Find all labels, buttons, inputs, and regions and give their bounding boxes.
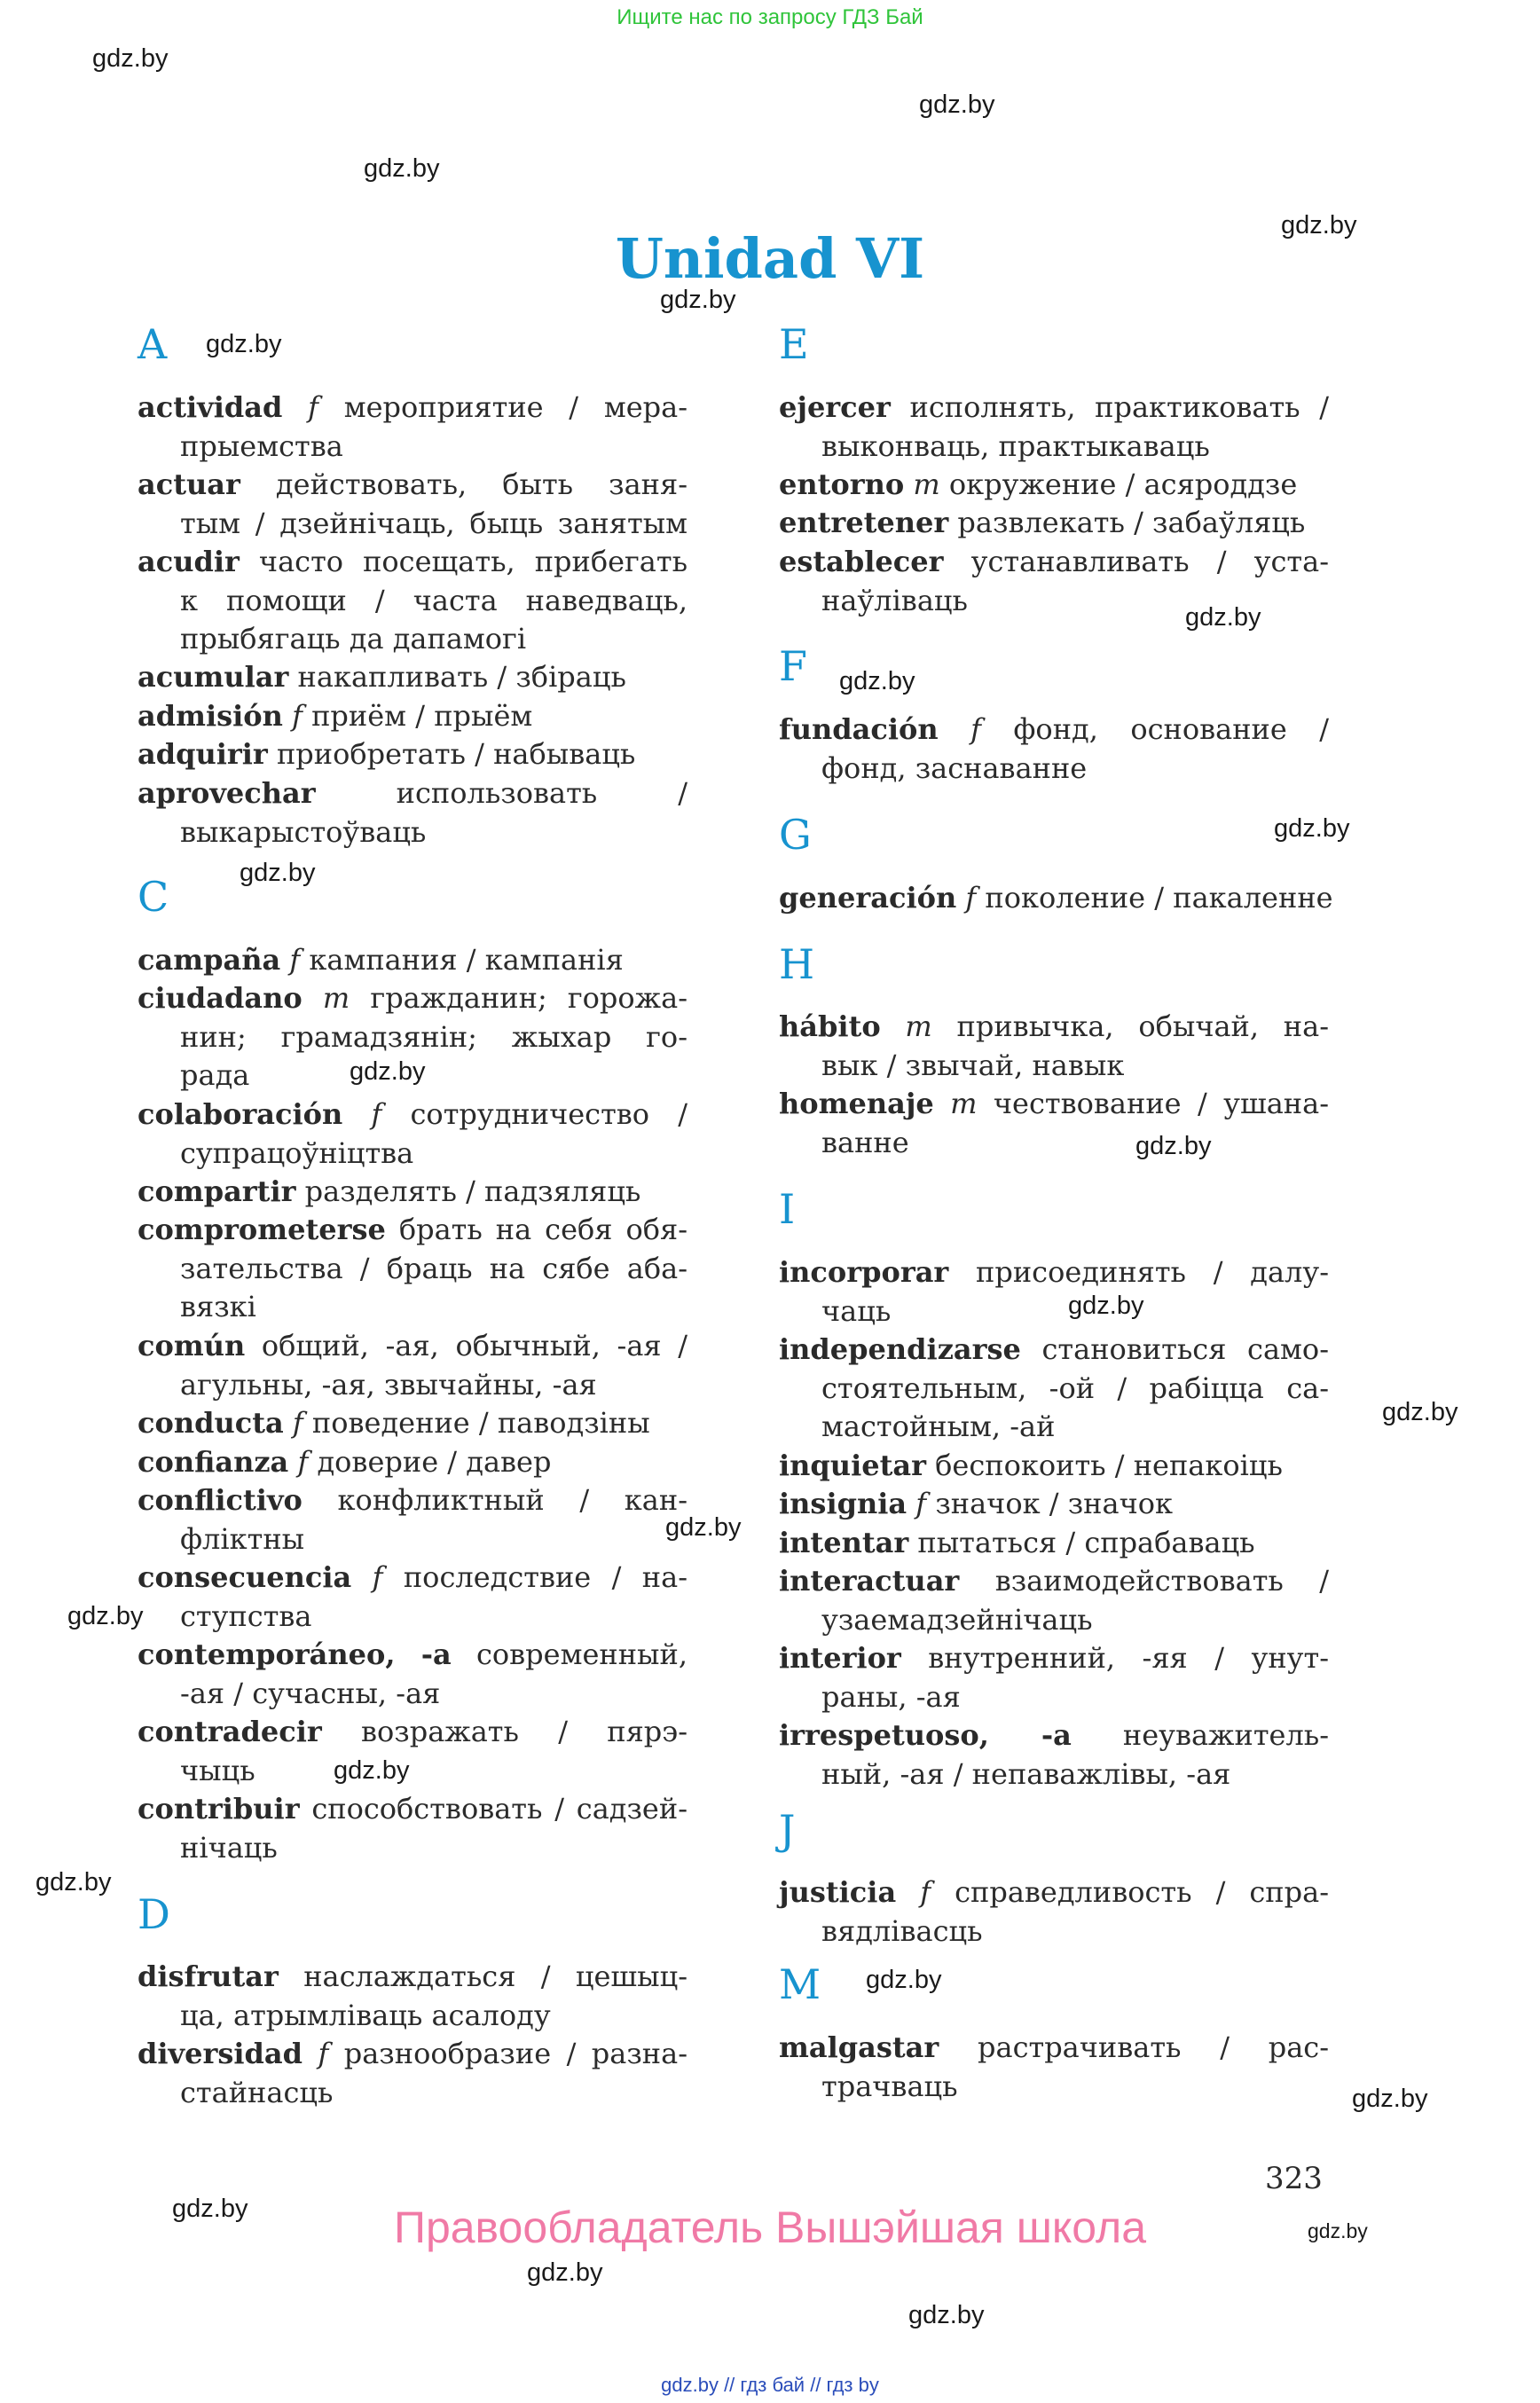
headword: justicia <box>779 1875 897 1909</box>
headword: conducta <box>138 1406 284 1440</box>
headword: incorporar <box>779 1255 949 1289</box>
watermark: gdz.by <box>919 90 995 119</box>
translation: узаемадзейнічаць <box>821 1602 1093 1637</box>
headword: campaña <box>138 943 281 977</box>
watermark: gdz.by <box>1135 1132 1212 1160</box>
headword: insignia <box>779 1487 908 1520</box>
translation: доверие / давер <box>317 1445 552 1479</box>
dictionary-entry <box>138 979 688 1095</box>
headword: actividad <box>138 390 283 424</box>
dictionary-entry <box>779 543 1329 620</box>
translation: сотрудничество / <box>410 1097 688 1131</box>
dictionary-entry <box>138 735 688 774</box>
gender: f <box>371 1097 382 1131</box>
watermark: gdz.by <box>1274 814 1350 843</box>
watermark: gdz.by <box>1068 1292 1144 1320</box>
headword: contemporáneo, -a <box>138 1637 452 1671</box>
translation: присоединять / далу- <box>976 1255 1329 1289</box>
headword: fundación <box>779 712 939 746</box>
translation: беспокоить / непакоіць <box>935 1449 1283 1482</box>
dictionary-entry <box>138 1404 688 1443</box>
dictionary-entry <box>779 466 1329 505</box>
dictionary-entry <box>138 658 688 697</box>
headword: acudir <box>138 545 240 578</box>
dictionary-entry <box>779 1008 1329 1085</box>
translation: привычка, обычай, на- <box>956 1009 1330 1043</box>
translation: приобретать / набываць <box>276 737 636 771</box>
dictionary-entry <box>779 1524 1329 1563</box>
gender: f <box>970 712 981 746</box>
headword: hábito <box>779 1009 881 1043</box>
dictionary-entry <box>138 466 688 543</box>
gender: m <box>905 1009 932 1043</box>
gender: f <box>318 2037 329 2070</box>
translation: наслаждаться / цешыц- <box>303 1959 688 1993</box>
translation: фонд, основание / <box>1013 712 1330 746</box>
page-number: 323 <box>1265 2161 1323 2196</box>
watermark: gdz.by <box>334 1756 410 1785</box>
dictionary-entry <box>779 1485 1329 1524</box>
dictionary-entry <box>138 1790 688 1867</box>
translation: кампания / кампанія <box>309 943 624 977</box>
section-letter-e: E <box>779 320 809 368</box>
translation: разделять / падзяляць <box>304 1174 641 1208</box>
translation: трачваць <box>821 2069 958 2103</box>
gender: f <box>372 1560 383 1594</box>
watermark: gdz.by <box>35 1868 112 1896</box>
section-letter-g: G <box>779 811 812 859</box>
translation: значок / значок <box>935 1487 1173 1520</box>
section-letter-h: H <box>779 940 815 988</box>
translation: вядлівасць <box>821 1913 983 1948</box>
gender: f <box>292 699 302 733</box>
headword: interior <box>779 1641 901 1675</box>
translation: разнообразие / разна- <box>343 2037 688 2070</box>
translation: конфликтный / кан- <box>337 1483 688 1517</box>
top-banner: Ищите нас по запросу ГДЗ Бай <box>617 5 923 29</box>
headword: contradecir <box>138 1715 322 1748</box>
translation: брать на себя обя- <box>398 1213 688 1246</box>
headword: común <box>138 1329 246 1362</box>
gender: f <box>915 1487 927 1520</box>
headword: ciudadano <box>138 981 302 1015</box>
dictionary-entry <box>138 774 688 852</box>
translation: вязкі <box>180 1290 256 1323</box>
dictionary-entry <box>779 1085 1329 1162</box>
translation: вык / звычай, навык <box>821 1048 1125 1082</box>
translation: наўлiваць <box>821 583 968 617</box>
translation: нин; грамадзянін; жыхар го- <box>180 1019 688 1054</box>
watermark: gdz.by <box>527 2258 603 2287</box>
gender: m <box>322 981 350 1015</box>
translation: -ая / сучасны, -ая <box>180 1676 441 1710</box>
translation: мастойным, -ай <box>821 1410 1056 1443</box>
translation: стоятельным, -ой / рабіцца са- <box>821 1370 1329 1405</box>
dictionary-entry <box>779 1873 1329 1951</box>
translation: использовать / <box>396 776 688 810</box>
gender: m <box>950 1087 978 1120</box>
translation: накапливать / збіраць <box>297 660 626 694</box>
translation: прыемства <box>180 428 343 463</box>
watermark: gdz.by <box>206 330 282 358</box>
translation: чествование / ушана- <box>993 1087 1330 1120</box>
headword: colaboración <box>138 1097 343 1131</box>
translation: способствовать / садзей- <box>311 1792 688 1826</box>
translation: выконваць, практыкаваць <box>821 428 1210 463</box>
dictionary-entry <box>779 711 1329 788</box>
gender: f <box>965 881 977 915</box>
dictionary-entry <box>779 1447 1329 1486</box>
gender: f <box>292 1406 303 1440</box>
watermark: gdz.by <box>1352 2085 1428 2113</box>
watermark: gdz.by <box>67 1602 144 1630</box>
translation: неуважитель- <box>1122 1718 1330 1752</box>
translation: нічаць <box>180 1830 278 1865</box>
headword: independizarse <box>779 1332 1021 1366</box>
translation: раны, -ая <box>821 1679 961 1714</box>
page-title: Unidad VI <box>615 226 925 291</box>
headword: establecer <box>779 545 944 578</box>
translation: общий, -ая, обычный, -ая / <box>261 1329 688 1362</box>
headword: acumular <box>138 660 289 694</box>
dictionary-entry <box>779 389 1329 466</box>
headword: admisión <box>138 699 283 733</box>
headword: compartir <box>138 1174 296 1208</box>
translation: взаимодействовать / <box>994 1564 1329 1598</box>
dictionary-entry <box>138 1211 688 1327</box>
headword: ejercer <box>779 390 891 424</box>
headword: interactuar <box>779 1564 960 1598</box>
headword: inquietar <box>779 1449 926 1482</box>
watermark: gdz.by <box>1185 603 1261 632</box>
headword: malgastar <box>779 2030 939 2064</box>
dictionary-entry <box>138 389 688 466</box>
headword: confianza <box>138 1445 289 1479</box>
headword: actuar <box>138 467 240 501</box>
translation: выкарыстоўваць <box>180 814 427 849</box>
gender: f <box>297 1445 309 1479</box>
translation: стайнасць <box>180 2075 334 2109</box>
dictionary-entry <box>779 1639 1329 1716</box>
translation: действовать, быть заня- <box>275 467 688 501</box>
translation: ца, атрымліваць асалоду <box>180 1998 551 2032</box>
section-letter-d: D <box>138 1890 170 1938</box>
dictionary-entry <box>779 879 1333 918</box>
dictionary-entry <box>779 1562 1329 1639</box>
translation: пытаться / спрабаваць <box>917 1526 1255 1559</box>
section-letter-i: I <box>779 1185 796 1233</box>
headword: contribuir <box>138 1792 300 1826</box>
translation: прыбягаць да дапамогі <box>180 622 527 656</box>
watermark: gdz.by <box>839 667 915 695</box>
dictionary-entry <box>138 2035 688 2112</box>
translation: ный, -ая / непаважлівы, -ая <box>821 1756 1231 1791</box>
translation: растрачивать / рас- <box>978 2030 1330 2064</box>
translation: современный, <box>475 1637 688 1671</box>
translation: последствие / на- <box>403 1560 688 1594</box>
headword: aprovechar <box>138 776 316 810</box>
section-letter-a: A <box>138 320 168 368</box>
watermark: gdz.by <box>364 154 440 183</box>
dictionary-entry <box>779 1716 1329 1794</box>
translation: тым / дзейнічаць, быць занятым <box>180 506 688 540</box>
rights-holder-notice: Правообладатель Вышэйшая школа <box>394 2203 1146 2252</box>
dictionary-entry <box>779 504 1329 543</box>
translation: агульны, -ая, звычайны, -ая <box>180 1367 597 1402</box>
headword: homenaje <box>779 1087 934 1120</box>
translation: рада <box>180 1058 250 1092</box>
translation: внутренний, -яя / унут- <box>928 1641 1330 1675</box>
dictionary-entry <box>138 1095 688 1173</box>
translation: фонд, заснаванне <box>821 750 1088 785</box>
translation: фліктны <box>180 1521 305 1556</box>
translation: чаць <box>821 1293 892 1328</box>
translation: к помощи / часта наведваць, <box>180 583 688 617</box>
dictionary-entry <box>138 1327 688 1404</box>
translation: устанавливать / уста- <box>970 545 1329 578</box>
translation: ступства <box>180 1598 312 1633</box>
dictionary-entry <box>138 1958 688 2035</box>
dictionary-entry <box>138 543 688 659</box>
headword: disfrutar <box>138 1959 279 1993</box>
headword: entretener <box>779 506 949 539</box>
watermark: gdz.by <box>665 1513 742 1542</box>
dictionary-entry <box>138 941 688 980</box>
translation: ванне <box>821 1125 909 1159</box>
gender: f <box>920 1875 931 1909</box>
headword: consecuencia <box>138 1560 352 1594</box>
translation: возражать / пярэ- <box>360 1715 688 1748</box>
headword: diversidad <box>138 2037 302 2070</box>
translation: гражданин; горожа- <box>370 981 688 1015</box>
watermark: gdz.by <box>866 1966 942 1994</box>
watermark: gdz.by <box>660 286 736 314</box>
gender: m <box>913 467 940 501</box>
section-letter-m: M <box>779 1960 821 2008</box>
translation: справедливость / спра- <box>955 1875 1329 1909</box>
translation: приём / прыём <box>311 699 533 733</box>
watermark: gdz.by <box>172 2195 248 2223</box>
translation: мероприятие / мера- <box>343 390 688 424</box>
dictionary-entry <box>138 1713 688 1790</box>
headword: entorno <box>779 467 905 501</box>
footer-links[interactable]: gdz.by // гдз бай // гдз by <box>661 2374 879 2396</box>
headword: conflictivo <box>138 1483 302 1517</box>
watermark: gdz.by <box>1382 1398 1458 1426</box>
dictionary-entry <box>779 2029 1329 2106</box>
headword: adquirir <box>138 737 268 771</box>
section-letter-f: F <box>779 642 807 690</box>
translation: поколение / пакаленне <box>985 881 1333 915</box>
translation: развлекать / забаўляць <box>957 506 1306 539</box>
gender: f <box>289 943 301 977</box>
headword: comprometerse <box>138 1213 386 1246</box>
gender: f <box>308 390 318 424</box>
dictionary-entry <box>138 1443 688 1482</box>
translation: окружение / асяроддзе <box>948 467 1298 501</box>
watermark: gdz.by <box>1308 2219 1368 2242</box>
dictionary-entry <box>779 1253 1329 1331</box>
headword: irrespetuoso, -a <box>779 1718 1072 1752</box>
watermark: gdz.by <box>1281 211 1357 240</box>
headword: generación <box>779 881 957 915</box>
dictionary-entry <box>138 1481 688 1559</box>
dictionary-entry <box>779 1331 1329 1447</box>
watermark: gdz.by <box>240 859 316 887</box>
translation: исполнять, практиковать / <box>909 390 1329 424</box>
translation: супрацоўніцтва <box>180 1135 414 1170</box>
translation: поведение / паводзіны <box>311 1406 650 1440</box>
dictionary-entry <box>138 1636 688 1713</box>
dictionary-entry <box>138 697 688 736</box>
translation: часто посещать, прибегать <box>258 545 688 578</box>
watermark: gdz.by <box>908 2301 985 2329</box>
translation: зательства / браць на сябе аба- <box>180 1251 688 1285</box>
section-letter-c: C <box>138 873 169 921</box>
translation: чыць <box>180 1753 255 1787</box>
translation: становиться само- <box>1041 1332 1330 1366</box>
watermark: gdz.by <box>350 1057 426 1086</box>
headword: intentar <box>779 1526 909 1559</box>
watermark: gdz.by <box>92 44 169 73</box>
section-letter-j: J <box>779 1806 796 1854</box>
dictionary-entry <box>138 1173 688 1212</box>
dictionary-entry <box>138 1559 688 1636</box>
